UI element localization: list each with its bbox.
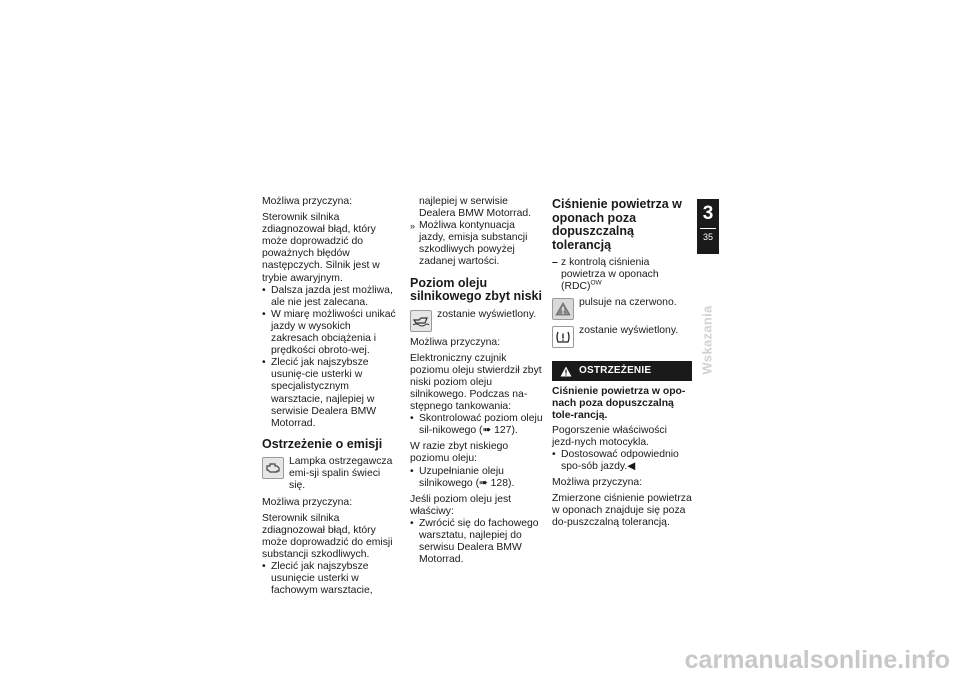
watermark: carmanualsonline.info [684, 646, 950, 674]
oil-indicator-text: zostanie wyświetlony. [437, 308, 537, 320]
tire-pressure-row [552, 325, 692, 349]
possible-cause-label: Możliwa przyczyna: [262, 196, 353, 207]
list-item: • Zlecić jak najszybsze usunięcie usterki w fachowym warsztacie, [262, 561, 398, 597]
emission-fault-text: Sterownik silnika zdiagnozował błąd, który może doprowadzić do emisji substancji szkodliwych. [262, 512, 393, 560]
emission-warning-heading: Ostrzeżenie o emisji [262, 436, 383, 451]
tire-warning-text: pulsuje na czerwono. [579, 297, 677, 309]
oil-indicator-row [410, 309, 544, 333]
emission-fault-list [262, 561, 398, 597]
section-title: Wskazania [699, 305, 715, 375]
emission-indicator-text: Lampka ostrzegawcza emi-sji spalin świeci się. [289, 456, 393, 492]
list-item: • W miarę możliwości unikać jazdy w wysokich zakresach obciążenia i prędkości obroto-wej. [262, 309, 398, 357]
tire-pressure-heading: Ciśnienie powietrza w oponach poza dopuszczalną tolerancją [552, 197, 682, 252]
possible-cause-label: Możliwa przyczyna: [552, 476, 643, 488]
engine-warning-icon [262, 457, 284, 479]
list-item: • Dostosować odpowiednio spo-sób jazdy.◀ [552, 449, 692, 473]
chapter-tab [697, 199, 719, 254]
warning-triangle-icon [552, 298, 574, 320]
list-item: • Zwrócić się do fachowego warsztatu, najlepiej do serwisu Dealera BMW Motorrad. [410, 518, 544, 566]
oil-level-heading: Poziom oleju silnikowego zbyt niski [410, 275, 542, 304]
warning-text: Pogorszenie właściwości jezd-nych motocykla. [552, 424, 667, 448]
tire-fault-text: Zmierzone ciśnienie powietrza w oponach znajduje się poza do-puszczalną tolerancją. [552, 493, 692, 529]
oil-refill-list [410, 466, 544, 490]
oil-ok-label: Jeśli poziom oleju jest właściwy: [410, 493, 512, 517]
engine-fault-list [262, 285, 398, 430]
list-item: • Dalsza jazda jest możliwa, ale nie jest zalecana. [262, 285, 398, 309]
column-middle [410, 196, 544, 570]
list-item: • Zlecić jak najszybsze usunię-cie usterki w specjalistycznym warsztacie, najlepiej w serwisie Dealera BMW Motorrad. [262, 357, 398, 430]
engine-fault-text: Sterownik silnika zdiagnozował błąd, który może doprowadzić do poważnych błędów następczych. Silnik jest w trybie awaryjnym. [262, 212, 380, 284]
column-left [262, 196, 398, 601]
continued-text: najlepiej w serwisie Dealera BMW Motorrad. [419, 196, 532, 220]
possible-cause-label: Możliwa przyczyna: [410, 336, 501, 348]
chapter-number: 3 [702, 203, 714, 224]
warning-banner [552, 361, 692, 381]
oil-check-list [410, 413, 544, 437]
tire-pressure-text: zostanie wyświetlony. [579, 325, 679, 337]
tire-pressure-icon [552, 326, 574, 348]
oil-level-icon [410, 310, 432, 332]
page-number: 35 [702, 232, 713, 242]
rdc-condition-list [552, 257, 692, 293]
oil-workshop-list [410, 518, 544, 566]
warning-list [552, 449, 692, 473]
list-item: • Skontrolować poziom oleju sil-nikowego (➠ 127). [410, 413, 544, 437]
emission-indicator-row [262, 456, 398, 492]
list-item: » Możliwa kontynuacja jazdy, emisja substancji szkodliwych powyżej zadanej wartości. [410, 220, 544, 268]
warning-label: OSTRZEŻENIE [579, 365, 652, 377]
warning-bold-text: Ciśnienie powietrza w opo-nach poza dopuszczalną tole-rancją. [552, 386, 686, 422]
option-sup: OW [590, 279, 602, 287]
warning-icon [560, 366, 572, 377]
possible-cause-label: Możliwa przyczyna: [262, 496, 353, 508]
divider [700, 228, 716, 229]
list-item: • Uzupełnianie oleju silnikowego (➠ 128). [410, 466, 544, 490]
section-tab [690, 300, 726, 380]
result-list [410, 220, 544, 268]
oil-fault-text: Elektroniczny czujnik poziomu oleju stwierdził zbyt niski poziom oleju silnikowego. Podczas na-stępnego tankowania: [410, 352, 542, 413]
rdc-condition-text: z kontrolą ciśnienia powietrza w oponach (RDC) [561, 257, 659, 293]
low-oil-label: W razie zbyt niskiego poziomu oleju: [410, 441, 509, 465]
column-right [552, 198, 692, 529]
list-item [552, 257, 692, 293]
tire-warning-row [552, 297, 692, 321]
